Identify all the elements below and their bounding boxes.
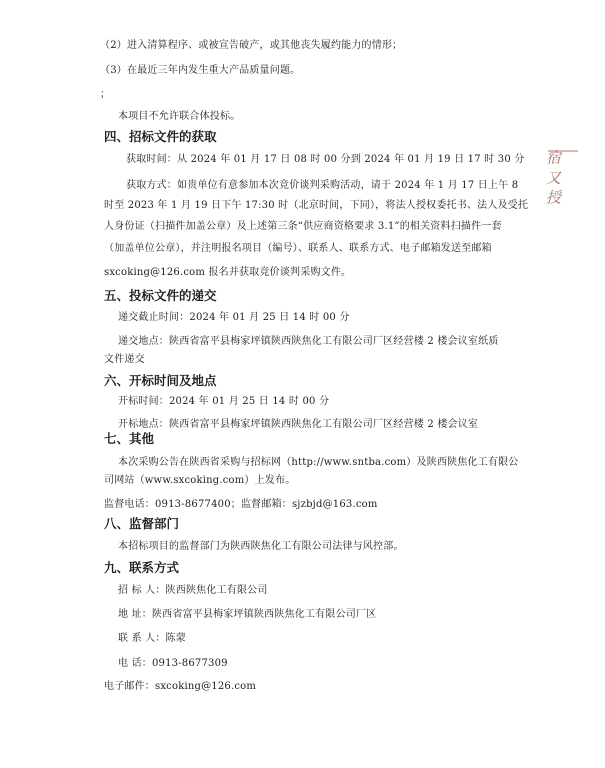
section-5-title: 五、投标文件的递交 [104, 288, 217, 303]
acquisition-method-line-4: （加盖单位公章），并注明报名项目（编号）、联系人、联系方式、电子邮箱发送至邮箱 [104, 243, 492, 254]
submission-place-line-2: 文件递交 [104, 354, 145, 365]
section-7-title: 七、其他 [104, 431, 155, 446]
contact-person: 联 系 人：陈蒙 [118, 633, 186, 644]
contact-email: 电子邮件：sxcoking@126.com [104, 681, 257, 692]
consortium-note: 本项目不允许联合体投标。 [118, 111, 241, 122]
supervision-department: 本招标项目的监督部门为陕西陕焦化工有限公司法律与风控部。 [118, 541, 404, 552]
semicolon-mark: ； [100, 89, 111, 100]
submission-deadline: 递交截止时间：2024 年 01 月 25 日 14 时 00 分 [118, 312, 350, 323]
other-line-2: 司网站（www.sxcoking.com）上发布。 [104, 475, 296, 486]
contact-address: 地 址：陕西省富平县梅家坪镇陕西陕焦化工有限公司厂区 [118, 609, 377, 620]
supervision-contact: 监督电话：0913-8677400；监督邮箱：sjzbjd@163.com [104, 499, 378, 510]
section-6-title: 六、开标时间及地点 [104, 373, 217, 388]
section-9-title: 九、联系方式 [104, 560, 180, 575]
qualification-item-3: （3）在最近三年内发生重大产品质量问题。 [100, 65, 301, 76]
acquisition-method-line-2: 时至 2023 年 1 月 19 日下午 17:30 时（北京时间，下同），将法人授权委托书、法人及受托 [104, 200, 529, 211]
section-8-title: 八、监督部门 [104, 516, 180, 531]
acquisition-method-line-3: 人身份证（扫描件加盖公章）及上述第三条“供应商资格要求 3.1”的相关资料扫描件一套 [104, 221, 502, 232]
contact-phone: 电 话：0913-8677309 [118, 658, 228, 669]
acquisition-method-line-5: sxcoking@126.com 报名并获取竞价谈判采购文件。 [104, 267, 352, 278]
qualification-item-2: （2）进入清算程序、或被宣告破产，或其他丧失履约能力的情形； [100, 40, 403, 51]
acquisition-time: 获取时间：从 2024 年 01 月 17 日 08 时 00 分到 2024 年 01 月 19 日 17 时 30 分 [126, 154, 525, 165]
contact-tenderer: 招 标 人：陕西陕焦化工有限公司 [118, 585, 268, 596]
opening-place: 开标地点：陕西省富平县梅家坪镇陕西陕焦化工有限公司厂区经营楼 2 楼会议室 [118, 419, 479, 430]
section-4-title: 四、招标文件的获取 [104, 129, 217, 144]
stamp-text: 宿 又 授 [544, 150, 562, 205]
opening-time: 开标时间：2024 年 01 月 25 日 14 时 00 分 [118, 396, 330, 407]
handwritten-stamp [542, 150, 582, 258]
other-line-1: 本次采购公告在陕西省采购与招标网（http://www.sntba.com）及陕西陕焦化工有限公 [118, 457, 519, 468]
submission-place-line-1: 递交地点：陕西省富平县梅家坪镇陕西陕焦化工有限公司厂区经营楼 2 楼会议室纸质 [118, 336, 499, 347]
acquisition-method-line-1: 获取方式：如贵单位有意参加本次竞价谈判采购活动，请于 2024 年 1 月 17 日上午 8 [126, 180, 519, 191]
